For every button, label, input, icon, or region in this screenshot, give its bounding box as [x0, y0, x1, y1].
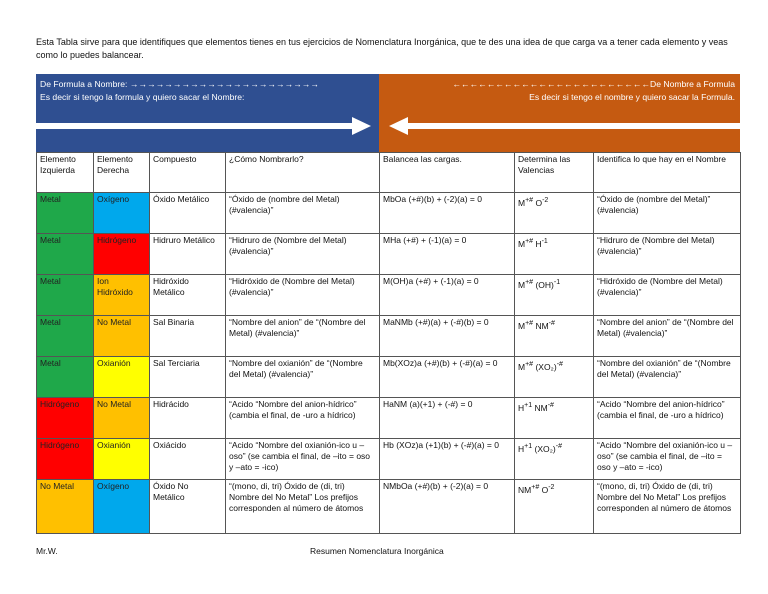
- header-elemento-derecha: Elemento Derecha: [94, 153, 150, 193]
- cell-identifica: “Acido “Nombre del anion-hídrico” (cambia el final, de -uro a hídrico): [594, 398, 741, 439]
- cell-nombrar: “Acido “Nombre del oxianión-ico u –oso” (se cambia el final, de –ito = oso y –ato = -ico): [226, 439, 380, 480]
- table-row: [37, 398, 741, 439]
- cell-left-element: Hidrógeno: [37, 398, 94, 439]
- banner-left-subtitle: Es decir si tengo la formula y quiero sacar el Nombre:: [40, 92, 245, 102]
- cell-compuesto: Óxido Metálico: [150, 193, 226, 234]
- cell-identifica: “Nombre del oxianión” de “(Nombre del Metal) (#valencia)”: [594, 357, 741, 398]
- cell-right-element: No Metal: [94, 316, 150, 357]
- cell-right-element: Oxígeno: [94, 193, 150, 234]
- cell-identifica: “(mono, di, tri) Óxido de (di, tri) Nombre del No Metal” Los prefijos corresponden al número de átomos: [594, 480, 741, 534]
- table-row: [37, 357, 741, 398]
- left-arrow-icon: [379, 116, 740, 136]
- cell-nombrar: “Acido “Nombre del anion-hídrico” (cambia el final, de -uro a hídrico): [226, 398, 380, 439]
- cell-valencias: NM+# $O^{-2}$: [515, 480, 594, 534]
- intro-text: Esta Tabla sirve para que identifiques que elementos tienes en tus ejercicios de Nomenclatura Inorgánica, que te des una idea de que carga va a tener cada elemento y veas como lo puedes balancear.: [36, 37, 728, 60]
- cell-balance: M(OH)a (+#) + (-1)(a) = 0: [380, 275, 515, 316]
- table-row: [37, 275, 741, 316]
- cell-left-element: Metal: [37, 316, 94, 357]
- cell-compuesto: Óxido No Metálico: [150, 480, 226, 534]
- cell-nombrar: “Hidruro de (Nombre del Metal) (#valencia)”: [226, 234, 380, 275]
- cell-right-element: Ion Hidróxido: [94, 275, 150, 316]
- cell-compuesto: Hidruro Metálico: [150, 234, 226, 275]
- header-identifica: Identifica lo que hay en el Nombre: [594, 153, 741, 193]
- cell-balance: MaNMb (+#)(a) + (-#)(b) = 0: [380, 316, 515, 357]
- cell-nombrar: “Nombre del oxianión” de “(Nombre del Metal) (#valencia)”: [226, 357, 380, 398]
- table-row: [37, 234, 741, 275]
- footer-title: Resumen Nomenclatura Inorgánica: [310, 546, 444, 556]
- cell-valencias: $H^{+1}$ NM-#: [515, 398, 594, 439]
- cell-valencias: M+# $H^{-1}$: [515, 234, 594, 275]
- cell-nombrar: “Nombre del anion” de “(Nombre del Metal) (#valencia)”: [226, 316, 380, 357]
- right-arrow-icon: [36, 116, 379, 136]
- cell-balance: NMbOa (+#)(b) + (-2)(a) = 0: [380, 480, 515, 534]
- cell-compuesto: Sal Binaria: [150, 316, 226, 357]
- cell-valencias: $H^{+1}$ (XO₂)-#: [515, 439, 594, 480]
- cell-compuesto: Hidrácido: [150, 398, 226, 439]
- cell-valencias: M+# $O^{-2}$: [515, 193, 594, 234]
- cell-identifica: “Hidruro de (Nombre del Metal) (#valencia)”: [594, 234, 741, 275]
- banner-right-subtitle: Es decir si tengo el nombre y quiero sacar la Formula.: [529, 92, 735, 102]
- banner-name-to-formula: [379, 74, 740, 152]
- footer-author: Mr.W.: [36, 546, 58, 556]
- cell-valencias: M+# (XO₂)-#: [515, 357, 594, 398]
- cell-right-element: No Metal: [94, 398, 150, 439]
- cell-right-element: Hidrógeno: [94, 234, 150, 275]
- cell-right-element: Oxianión: [94, 439, 150, 480]
- cell-left-element: No Metal: [37, 480, 94, 534]
- banner-left-title: De Formula a Nombre: →→→→→→→→→→→→→→→→→→→→→→: [40, 79, 319, 89]
- cell-balance: HaNM (a)(+1) + (-#) = 0: [380, 398, 515, 439]
- cell-compuesto: Sal Terciaria: [150, 357, 226, 398]
- cell-identifica: “Acido “Nombre del oxianión-ico u –oso” (se cambia el final, de –ito = oso y –ato = -ico): [594, 439, 741, 480]
- cell-left-element: Metal: [37, 234, 94, 275]
- table-row: [37, 480, 741, 534]
- table-header-row: [37, 153, 741, 193]
- cell-balance: Mb(XOz)a (+#)(b) + (-#)(a) = 0: [380, 357, 515, 398]
- table-row: [37, 316, 741, 357]
- cell-compuesto: Hidróxido Metálico: [150, 275, 226, 316]
- banner-right-title: ←←←←←←←←←←←←←←←←←←←←←←←De Nombre a Formula: [452, 79, 735, 89]
- header-compuesto: Compuesto: [150, 153, 226, 193]
- cell-compuesto: Oxiácido: [150, 439, 226, 480]
- header-como-nombrarlo: ¿Cómo Nombrarlo?: [226, 153, 380, 193]
- header-valencias: Determina las Valencias: [515, 153, 594, 193]
- nomenclature-table: [36, 152, 741, 534]
- banner-formula-to-name: [36, 74, 379, 152]
- cell-valencias: M+# (OH)$^{-1}$: [515, 275, 594, 316]
- cell-identifica: “Óxido de (nombre del Metal)” (#valencia): [594, 193, 741, 234]
- header-elemento-izquierda: Elemento Izquierda: [37, 153, 94, 193]
- table-row: [37, 193, 741, 234]
- cell-right-element: Oxianión: [94, 357, 150, 398]
- cell-nombrar: “(mono, di, tri) Óxido de (di, tri) Nombre del No Metal” Los prefijos corresponden al número de átomos: [226, 480, 380, 534]
- cell-right-element: Oxígeno: [94, 480, 150, 534]
- cell-identifica: “Nombre del anion” de “(Nombre del Metal) (#valencia)”: [594, 316, 741, 357]
- cell-identifica: “Hidróxido de (Nombre del Metal) (#valencia)”: [594, 275, 741, 316]
- cell-balance: MHa (+#) + (-1)(a) = 0: [380, 234, 515, 275]
- cell-balance: Hb (XOz)a (+1)(b) + (-#)(a) = 0: [380, 439, 515, 480]
- cell-balance: MbOa (+#)(b) + (-2)(a) = 0: [380, 193, 515, 234]
- cell-nombrar: “Hidróxido de (Nombre del Metal) (#valencia)”: [226, 275, 380, 316]
- cell-nombrar: “Óxido de (nombre del Metal) (#valencia)”: [226, 193, 380, 234]
- cell-left-element: Metal: [37, 357, 94, 398]
- cell-left-element: Metal: [37, 193, 94, 234]
- table-row: [37, 439, 741, 480]
- cell-left-element: Metal: [37, 275, 94, 316]
- cell-valencias: M+# NM-#: [515, 316, 594, 357]
- cell-left-element: Hidrógeno: [37, 439, 94, 480]
- header-balancea: Balancea las cargas.: [380, 153, 515, 193]
